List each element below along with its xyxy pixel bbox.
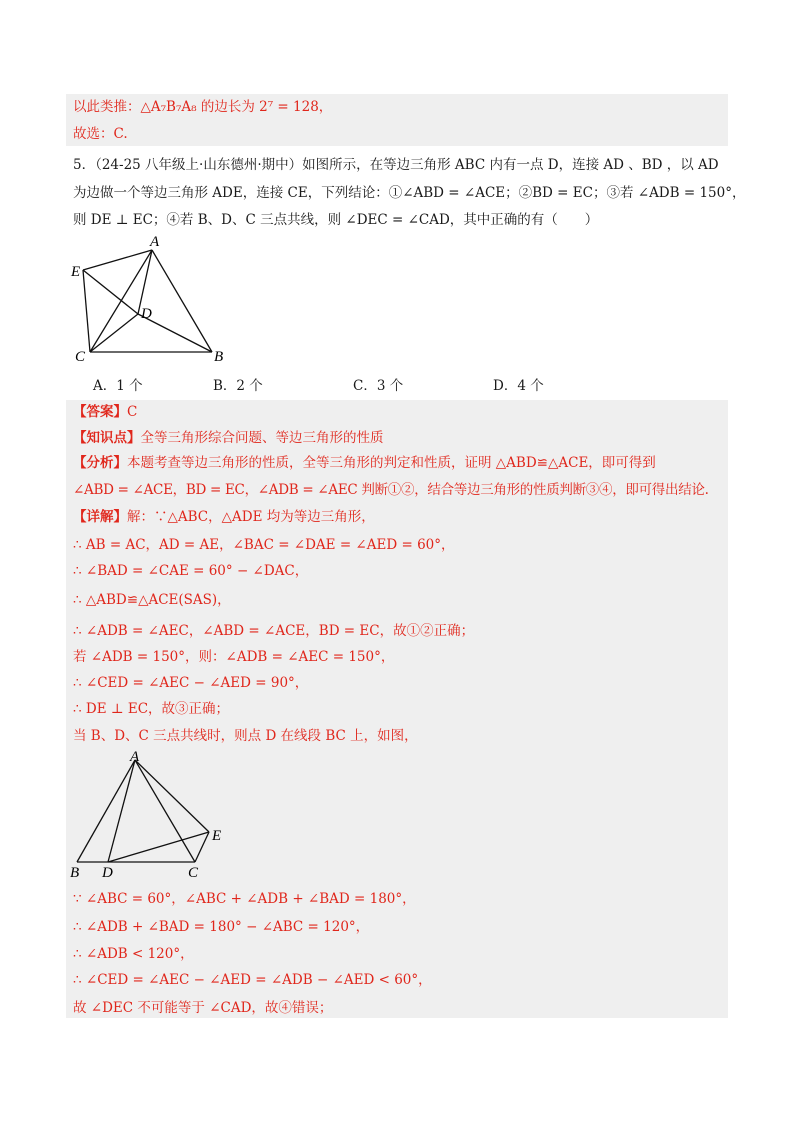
fig2-label-c: C bbox=[188, 865, 199, 881]
question-line-1: 5．（24-25 八年级上·山东德州·期中）如图所示，在等边三角形 ABC 内有一点 D，连接 AD 、BD ，以 AD bbox=[73, 157, 719, 173]
fig1-label-e: E bbox=[71, 264, 81, 280]
fig1-label-b: B bbox=[214, 349, 224, 365]
option-a: A．1 个 bbox=[93, 378, 143, 394]
option-d: D．4 个 bbox=[493, 378, 544, 394]
fig2-label-a: A bbox=[130, 750, 140, 765]
fig1-label-c: C bbox=[75, 349, 86, 365]
detail-line-3: ∴ ∠BAD = ∠CAE = 60° − ∠DAC， bbox=[73, 563, 309, 579]
detail-line-4: ∴ △ABD≌△ACE(SAS)， bbox=[73, 592, 231, 608]
knowledge-line: 【知识点】全等三角形综合问题、等边三角形的性质 bbox=[73, 430, 384, 446]
solution-figure bbox=[66, 750, 236, 882]
question-line-3: 则 DE ⊥ EC；④若 B、D、C 三点共线，则 ∠DEC = ∠CAD，其中正确的有（ ） bbox=[73, 212, 599, 228]
question-line-2: 为边做一个等边三角形 ADE，连接 CE，下列结论：①∠ABD = ∠ACE；②BD = EC；③若 ∠ADB = 150°， bbox=[73, 185, 746, 201]
detail-line-14: 故 ∠DEC 不可能等于 ∠CAD，故④错误； bbox=[73, 1000, 333, 1016]
analysis-line-2: ∠ABD = ∠ACE，BD = EC，∠ADB = ∠AEC 判断①②，结合等边三角形的性质判断③④，即可得出结论. bbox=[73, 482, 709, 498]
detail-line-6: 若 ∠ADB = 150°，则：∠ADB = ∠AEC = 150°， bbox=[73, 649, 395, 665]
detail-line-10: ∵ ∠ABC = 60°，∠ABC + ∠ADB + ∠BAD = 180°， bbox=[73, 891, 416, 907]
detail-line-1: 【详解】解：∵△ABC，△ADE 均为等边三角形， bbox=[73, 509, 375, 525]
fig2-label-b: B bbox=[70, 865, 80, 881]
answer-line: 【答案】C bbox=[73, 404, 138, 420]
previous-solution-line-2: 故选：C. bbox=[73, 126, 128, 142]
fig2-label-d: D bbox=[102, 865, 113, 881]
question-figure bbox=[66, 232, 236, 368]
detail-line-9: 当 B、D、C 三点共线时，则点 D 在线段 BC 上，如图， bbox=[73, 728, 418, 744]
fig1-label-d: D bbox=[141, 306, 152, 322]
analysis-line-1: 【分析】本题考查等边三角形的性质，全等三角形的判定和性质，证明 △ABD≌△ACE，即可得到 bbox=[73, 455, 656, 471]
fig2-label-e: E bbox=[212, 828, 222, 844]
previous-solution-line-1: 以此类推：△A₇B₇A₈ 的边长为 2⁷ = 128， bbox=[73, 99, 333, 115]
detail-line-12: ∴ ∠ADB < 120°， bbox=[73, 946, 194, 962]
detail-line-2: ∴ AB = AC，AD = AE，∠BAC = ∠DAE = ∠AED = 60°， bbox=[73, 537, 455, 553]
fig1-label-a: A bbox=[150, 234, 160, 250]
option-c: C．3 个 bbox=[353, 378, 404, 394]
detail-line-11: ∴ ∠ADB + ∠BAD = 180° − ∠ABC = 120°， bbox=[73, 919, 370, 935]
detail-line-5: ∴ ∠ADB = ∠AEC，∠ABD = ∠ACE，BD = EC，故①②正确； bbox=[73, 623, 475, 639]
detail-line-13: ∴ ∠CED = ∠AEC − ∠AED = ∠ADB − ∠AED < 60°， bbox=[73, 972, 432, 988]
detail-line-7: ∴ ∠CED = ∠AEC − ∠AED = 90°， bbox=[73, 675, 309, 691]
option-b: B．2 个 bbox=[213, 378, 263, 394]
detail-line-8: ∴ DE ⊥ EC，故③正确； bbox=[73, 701, 230, 717]
